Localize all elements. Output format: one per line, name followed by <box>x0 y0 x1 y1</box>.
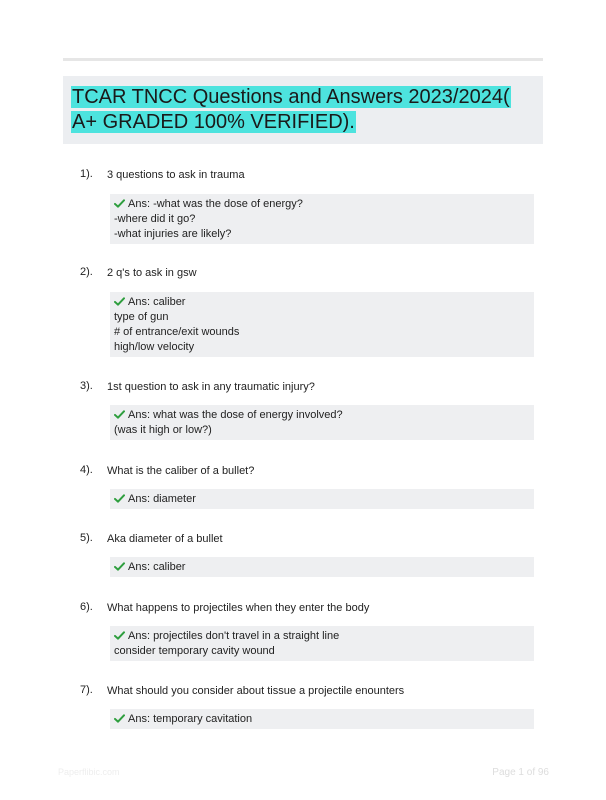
question-number: 5). <box>80 532 93 544</box>
question-text: 1st question to ask in any traumatic injury? <box>107 381 315 393</box>
checkmark-icon <box>114 714 125 723</box>
answer-box <box>110 709 534 729</box>
checkmark-icon <box>114 631 125 640</box>
question-text: Aka diameter of a bullet <box>107 533 223 545</box>
answer-line-2: (was it high or low?) <box>114 424 212 436</box>
answer-line-1: Ans: diameter <box>114 492 530 507</box>
question-number: 3). <box>80 380 93 392</box>
footer-page-number: Page 1 of 96 <box>492 767 549 778</box>
checkmark-icon <box>114 562 125 571</box>
question-number: 1). <box>80 168 93 180</box>
question-text: 2 q's to ask in gsw <box>107 267 197 279</box>
document-title-text: TCAR TNCC Questions and Answers 2023/2024( A+ GRADED 100% VERIFIED). <box>72 86 510 133</box>
answer-line-2: type of gun <box>114 311 169 323</box>
answer-line-1: Ans: caliber <box>114 295 530 310</box>
question-number: 2). <box>80 266 93 278</box>
answer-line-3: -what injuries are likely? <box>114 228 232 240</box>
question-text: What happens to projectiles when they enter the body <box>107 602 370 614</box>
question-number: 4). <box>80 464 93 476</box>
answer-box <box>110 489 534 509</box>
question-number: 6). <box>80 601 93 613</box>
answer-box <box>110 405 534 440</box>
answer-line-4: high/low velocity <box>114 341 195 353</box>
question-number: 7). <box>80 684 93 696</box>
answer-line-1: Ans: temporary cavitation <box>114 712 530 727</box>
checkmark-icon <box>114 199 125 208</box>
checkmark-icon <box>114 410 125 419</box>
answer-box <box>110 194 534 244</box>
answer-line-1: Ans: -what was the dose of energy? <box>114 197 530 212</box>
answer-line-2: consider temporary cavity wound <box>114 645 275 657</box>
question-text: 3 questions to ask in trauma <box>107 169 245 181</box>
checkmark-icon <box>114 297 125 306</box>
answer-box <box>110 626 534 661</box>
answer-box <box>110 292 534 357</box>
answer-line-1: Ans: projectiles don't travel in a straight line <box>114 629 530 644</box>
question-text: What should you consider about tissue a projectile enounters <box>107 685 405 697</box>
answer-line-1: Ans: what was the dose of energy involved? <box>114 408 530 423</box>
answer-line-3: # of entrance/exit wounds <box>114 326 240 338</box>
question-text: What is the caliber of a bullet? <box>107 465 255 477</box>
answer-line-2: -where did it go? <box>114 213 196 225</box>
checkmark-icon <box>114 494 125 503</box>
answer-line-1: Ans: caliber <box>114 560 530 575</box>
footer-site: Paperflibic.com <box>58 767 120 777</box>
answer-box <box>110 557 534 577</box>
